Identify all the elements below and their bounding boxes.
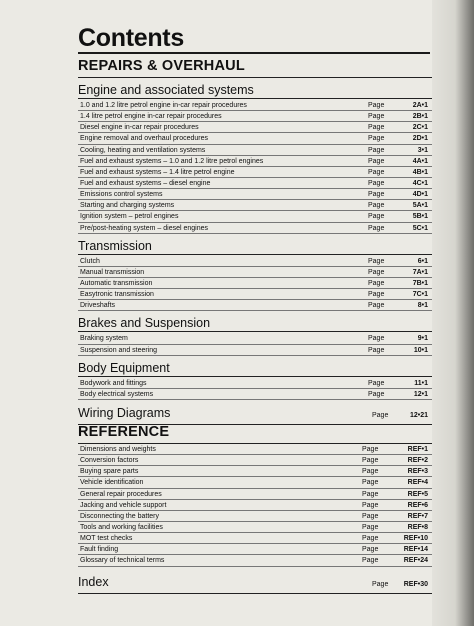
toc-page-word: Page	[368, 168, 385, 176]
toc-group	[78, 361, 432, 400]
toc-page-word: Page	[372, 580, 389, 588]
toc-entry[interactable]	[78, 133, 432, 144]
toc-entry[interactable]	[78, 345, 432, 356]
index-rule	[78, 593, 432, 594]
toc-page-number: REF•7	[407, 512, 428, 520]
toc-entry[interactable]	[78, 444, 432, 455]
toc-page-word: Page	[368, 124, 385, 132]
toc-entry-label: Fuel and exhaust systems – 1.0 and 1.2 litre petrol engines	[80, 157, 264, 165]
toc-entry[interactable]	[78, 544, 432, 555]
repairs-section	[78, 58, 432, 426]
toc-entry[interactable]	[78, 466, 432, 477]
toc-page-word: Page	[362, 557, 379, 565]
toc-entry-label: 1.0 and 1.2 litre petrol engine in-car repair procedures	[80, 102, 247, 109]
toc-page-number: REF•4	[407, 479, 428, 487]
toc-entry[interactable]	[78, 156, 432, 167]
toc-entry-label: Fuel and exhaust systems – diesel engine	[80, 179, 211, 187]
toc-page-number: 5C•1	[412, 224, 428, 232]
toc-page-word: Page	[362, 468, 379, 476]
toc-group	[78, 239, 432, 312]
toc-entry[interactable]	[78, 111, 432, 122]
title-rule	[78, 52, 430, 54]
toc-entry[interactable]	[78, 522, 432, 533]
toc-entry-label: Engine removal and overhaul procedures	[80, 135, 209, 143]
group-heading: Engine and associated systems	[78, 83, 254, 97]
repairs-groups	[78, 83, 432, 400]
toc-entry-label: Conversion factors	[80, 457, 139, 465]
group-heading: Brakes and Suspension	[78, 316, 211, 331]
toc-entry-label: Emissions control systems	[80, 191, 163, 199]
toc-page-word: Page	[362, 457, 379, 465]
toc-entry-label: Wiring Diagrams	[78, 405, 171, 420]
group-heading: Transmission	[78, 238, 152, 253]
toc-entry[interactable]	[78, 223, 432, 234]
toc-page-word: Page	[362, 546, 379, 554]
group-rule	[78, 331, 432, 332]
toc-entry[interactable]	[78, 189, 432, 200]
toc-page-word: Page	[362, 512, 379, 520]
toc-entry-label: Bodywork and fittings	[80, 379, 147, 387]
toc-entry-label: Cooling, heating and ventilation systems	[80, 146, 206, 154]
toc-entry-label: Index	[78, 574, 109, 589]
toc-entry-label: Pre/post-heating system – diesel engines	[80, 224, 209, 232]
toc-entry-label: Easytronic transmission	[80, 291, 154, 299]
toc-page-number: REF•5	[407, 490, 428, 498]
toc-entry-label: Braking system	[80, 335, 128, 343]
toc-page-word: Page	[362, 535, 379, 543]
toc-entry-label: Dimensions and weights	[80, 446, 156, 453]
toc-entry-label: Disconnecting the battery	[80, 512, 159, 520]
toc-entry[interactable]	[78, 145, 432, 156]
toc-entry-label: Suspension and steering	[80, 346, 158, 354]
section-heading-repairs: REPAIRS & OVERHAUL	[78, 58, 245, 74]
toc-entry-label: Ignition system – petrol engines	[80, 213, 179, 221]
toc-page-word: Page	[368, 224, 385, 232]
toc-entry[interactable]	[78, 389, 432, 400]
toc-page-number: 10•1	[413, 346, 428, 354]
toc-group	[78, 83, 432, 234]
toc-entry[interactable]	[78, 511, 432, 522]
reference-section	[78, 424, 432, 595]
toc-page-number: 3•1	[417, 146, 428, 154]
toc-page-number: REF•6	[407, 501, 428, 509]
toc-page-number: 6•1	[417, 257, 428, 265]
toc-entry[interactable]	[78, 167, 432, 178]
toc-entry[interactable]	[78, 300, 432, 311]
toc-page-number: 11•1	[414, 379, 428, 387]
toc-page-word: Page	[368, 335, 385, 343]
toc-page-number: 4C•1	[412, 179, 428, 187]
toc-entry-index[interactable]	[78, 575, 432, 592]
toc-page-number: REF•1	[407, 446, 428, 453]
toc-page-word: Page	[362, 479, 379, 487]
toc-page-word: Page	[362, 446, 379, 453]
toc-page-word: Page	[362, 523, 379, 531]
toc-page-number: 9•1	[417, 335, 428, 343]
toc-page-number: 8•1	[417, 302, 428, 310]
toc-page-number: REF•8	[407, 523, 428, 531]
toc-page-number: REF•30	[403, 580, 428, 588]
toc-entry[interactable]	[78, 256, 432, 267]
toc-entry-label: Clutch	[80, 257, 100, 265]
toc-entry-label: Manual transmission	[80, 268, 145, 276]
toc-entry[interactable]	[78, 100, 432, 111]
toc-entry[interactable]	[78, 555, 432, 566]
toc-page-number: 12•21	[409, 411, 428, 419]
toc-page-number: REF•2	[407, 457, 428, 465]
toc-page-number: 4A•1	[412, 157, 428, 165]
group-rule	[78, 376, 432, 377]
toc-page-number: 7B•1	[412, 279, 428, 287]
toc-page-word: Page	[368, 113, 385, 121]
toc-page-number: 2C•1	[412, 124, 428, 132]
toc-entry-label: Glossary of technical terms	[80, 557, 165, 565]
toc-entry[interactable]	[78, 489, 432, 500]
toc-page-number: REF•10	[403, 535, 428, 543]
toc-page-word: Page	[368, 191, 385, 199]
toc-page-word: Page	[368, 279, 385, 287]
toc-entry[interactable]	[78, 333, 432, 344]
toc-entry[interactable]	[78, 278, 432, 289]
toc-entry[interactable]	[78, 378, 432, 389]
toc-page-number: 5B•1	[412, 213, 428, 221]
toc-entry-label: Automatic transmission	[80, 279, 153, 287]
toc-page-word: Page	[368, 179, 385, 187]
toc-entry-label: Tools and working facilities	[80, 523, 163, 531]
toc-page-number: 12•1	[413, 390, 428, 398]
toc-entry-label: Fuel and exhaust systems – 1.4 litre petrol engine	[80, 168, 235, 176]
group-rule	[78, 254, 432, 255]
section-rule	[78, 77, 432, 78]
toc-entry-label: 1.4 litre petrol engine in-car repair procedures	[80, 113, 222, 121]
toc-page-number: REF•3	[407, 468, 428, 476]
toc-entry-label: Fault finding	[80, 546, 119, 554]
toc-entry[interactable]	[78, 200, 432, 211]
toc-entry-label: Driveshafts	[80, 302, 116, 310]
toc-page-word: Page	[368, 135, 385, 143]
toc-page-word: Page	[368, 291, 385, 299]
page-title: Contents	[78, 24, 184, 52]
toc-page-word: Page	[368, 346, 385, 354]
toc-entry-label: Buying spare parts	[80, 468, 139, 476]
toc-page-number: REF•14	[403, 546, 428, 554]
toc-entry[interactable]	[78, 500, 432, 511]
toc-page-number: 7C•1	[412, 291, 428, 299]
toc-entry-label: Starting and charging systems	[80, 202, 175, 210]
toc-page-number: 5A•1	[412, 202, 428, 210]
toc-page-word: Page	[362, 490, 379, 498]
toc-page-number: 7A•1	[412, 268, 428, 276]
toc-page-number: 2A•1	[412, 102, 428, 109]
toc-page-number: 4D•1	[412, 191, 428, 199]
toc-entry[interactable]	[78, 178, 432, 189]
toc-entry[interactable]	[78, 211, 432, 222]
group-heading: Body Equipment	[78, 360, 170, 375]
toc-page-word: Page	[368, 102, 385, 109]
toc-entry-label: Jacking and vehicle support	[80, 501, 167, 509]
group-rule	[78, 98, 432, 99]
toc-entry[interactable]	[78, 533, 432, 544]
toc-page-number: 2B•1	[412, 113, 428, 121]
toc-entry-label: General repair procedures	[80, 490, 162, 498]
toc-page-number: 2D•1	[412, 135, 428, 143]
toc-entry[interactable]	[78, 477, 432, 488]
reference-rows	[78, 444, 432, 567]
toc-page-word: Page	[368, 146, 385, 154]
toc-entry[interactable]	[78, 122, 432, 133]
toc-entry-label: Vehicle identification	[80, 479, 144, 487]
toc-page-number: REF•24	[403, 557, 428, 565]
toc-entry-label: Diesel engine in-car repair procedures	[80, 124, 199, 132]
toc-group	[78, 316, 432, 355]
toc-page-word: Page	[368, 390, 385, 398]
toc-page-number: 4B•1	[412, 168, 428, 176]
toc-entry-label: MOT test checks	[80, 535, 133, 543]
toc-entry-wiring-diagrams[interactable]	[78, 406, 432, 423]
toc-page-word: Page	[368, 213, 385, 221]
section-heading-reference: REFERENCE	[78, 424, 170, 440]
toc-entry[interactable]	[78, 289, 432, 300]
toc-entry[interactable]	[78, 267, 432, 278]
toc-page-word: Page	[368, 202, 385, 210]
toc-page-word: Page	[368, 257, 385, 265]
toc-entry[interactable]	[78, 455, 432, 466]
toc-page-word: Page	[368, 268, 385, 276]
toc-page-word: Page	[368, 157, 385, 165]
toc-page-word: Page	[362, 501, 379, 509]
toc-page-word: Page	[368, 379, 385, 387]
toc-page-word: Page	[372, 411, 389, 419]
toc-entry-label: Body electrical systems	[80, 390, 154, 398]
toc-page-word: Page	[368, 302, 385, 310]
